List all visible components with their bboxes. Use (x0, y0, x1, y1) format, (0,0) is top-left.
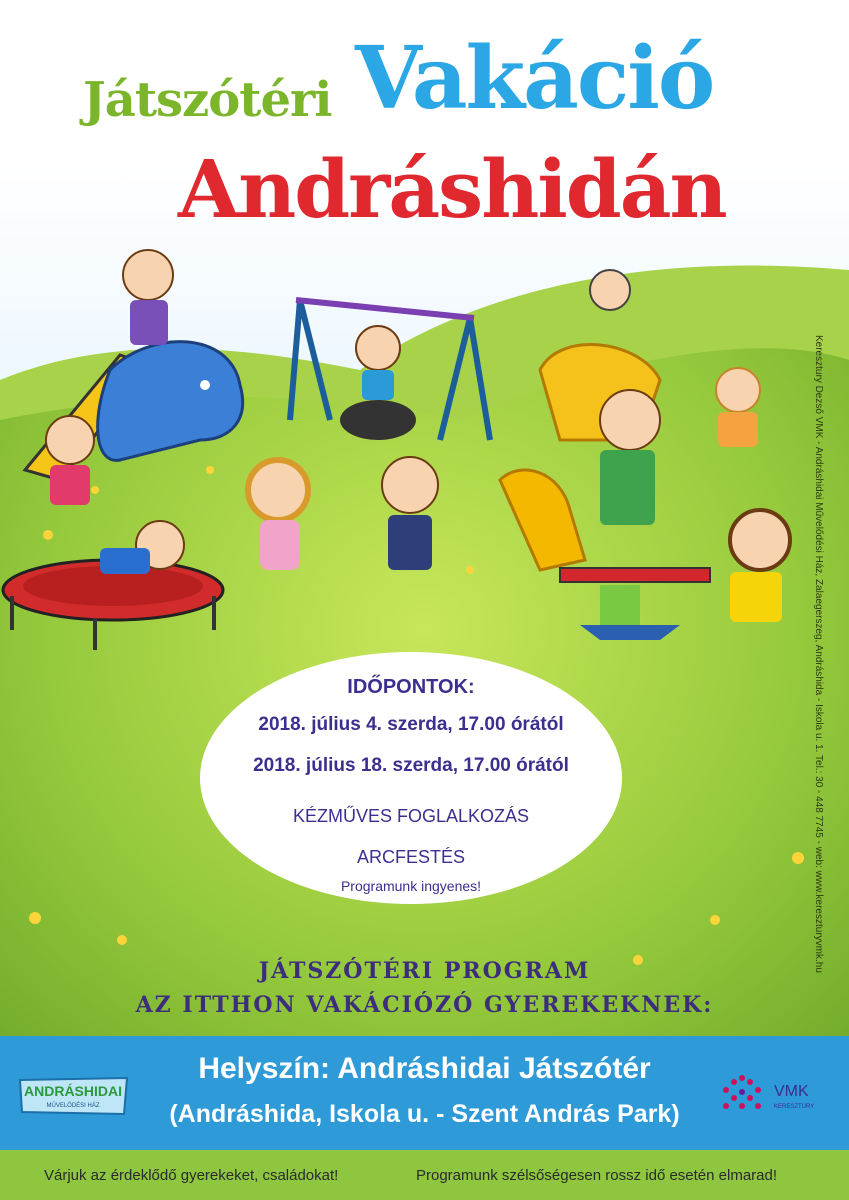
location-title: Helyszín: Andráshidai Játszótér (198, 1052, 651, 1085)
andrashida-logo (16, 1074, 131, 1118)
logo-right-sub: KERESZTURY (774, 1104, 815, 1110)
footer-invitation: Várjuk az érdeklődő gyerekeket, családokat! (44, 1167, 339, 1184)
activity-crafts: KÉZMŰVES FOGLALKOZÁS (292, 806, 530, 826)
program-line-1: JÁTSZÓTÉRI PROGRAM (258, 958, 591, 984)
activity-face-painting: ARCFESTÉS (356, 847, 466, 867)
footer-weather-note: Programunk szélsőségesen rossz idő esetén elmarad! (416, 1167, 778, 1184)
schedule-date-1: 2018. július 4. szerda, 17.00 órától (258, 714, 564, 735)
program-line-2: AZ ITTHON VAKÁCIÓZÓ GYEREKEKNEK: (135, 992, 714, 1018)
organizer-contact-text: Keresztury Dezső VMK - Andráshidai Művelődési Ház, Zalaegerszeg, Andráshida - Iskola u. 1. Tel.: 30 - 448 7745 - web: www.kereszturyvmk.hu (813, 335, 824, 973)
location-address: (Andráshida, Iskola u. - Szent András Park) (169, 1100, 680, 1128)
free-note: Programunk ingyenes! (340, 878, 482, 894)
title-location: Andráshidán (178, 142, 726, 236)
schedule-date-2: 2018. július 18. szerda, 17.00 órától (253, 755, 569, 776)
vmk-logo (716, 1072, 836, 1122)
logo-left-sub: MŰVELŐDÉSI HÁZ (46, 1103, 100, 1109)
logo-left-text: ANDRÁSHIDAI (24, 1083, 122, 1099)
title-vacation: Vakáció (355, 28, 714, 129)
logo-right-text: VMK (774, 1083, 809, 1100)
title-playground: Játszótéri (83, 72, 332, 128)
schedule-heading: IDŐPONTOK: (347, 676, 475, 698)
